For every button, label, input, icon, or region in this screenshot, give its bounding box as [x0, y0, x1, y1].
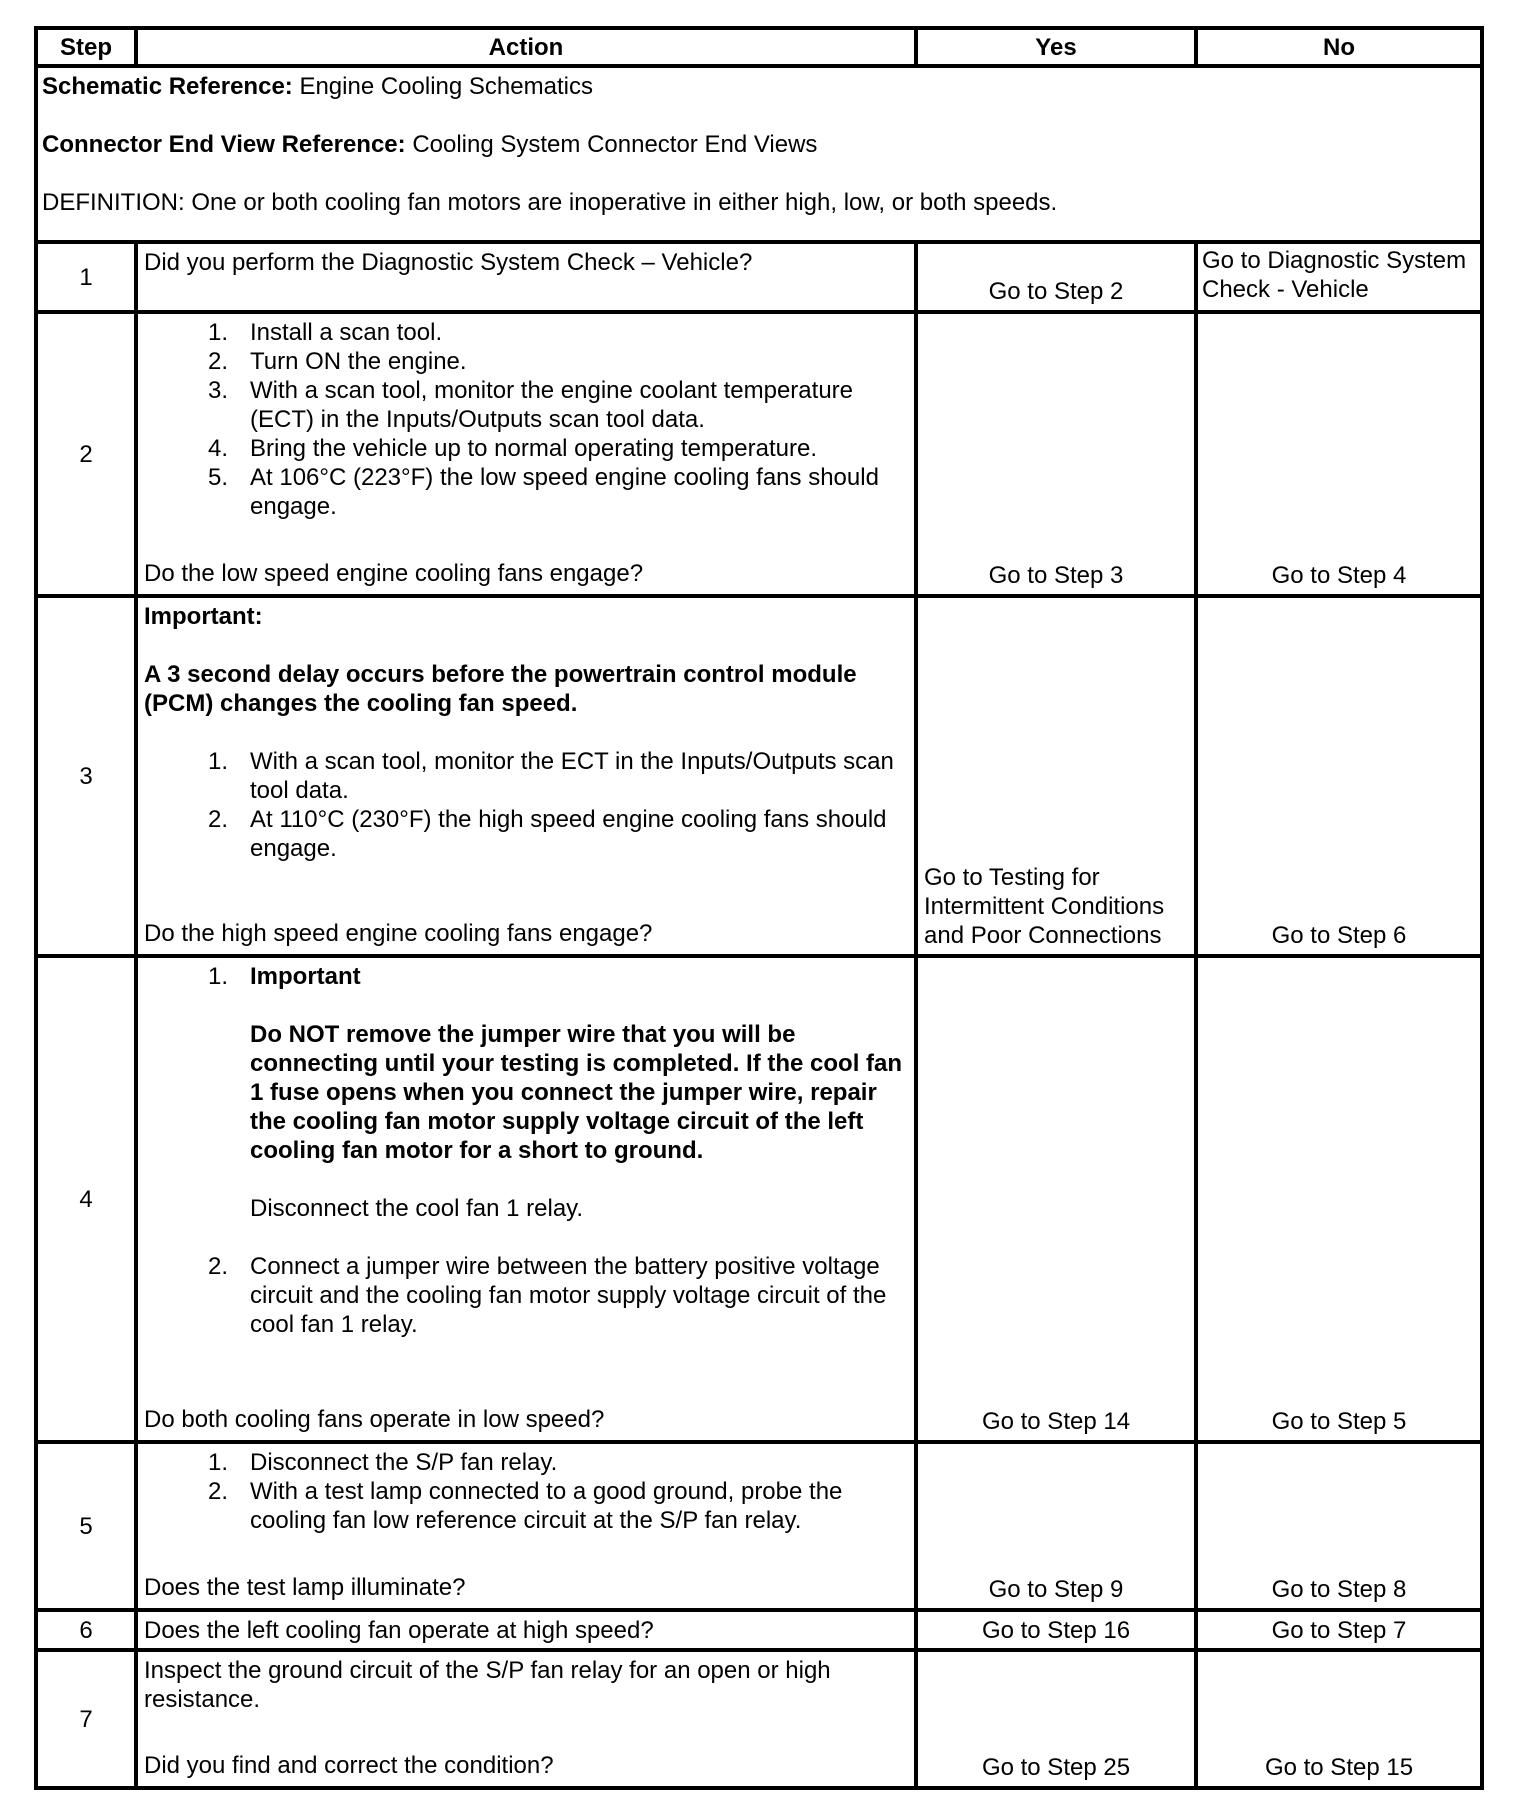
step-question: Did you find and correct the condition? [144, 1752, 554, 1779]
header-step: Step [36, 28, 136, 66]
header-yes: Yes [916, 28, 1196, 66]
list-item-text: Disconnect the cool fan 1 relay. [250, 1195, 584, 1222]
important-note: A 3 second delay occurs before the powertrain control module (PCM) changes the cooling fan speed. [144, 661, 857, 717]
important-heading: Important: [144, 603, 263, 630]
table-row [36, 596, 1482, 956]
step-number: 6 [36, 1610, 136, 1650]
step-yes: Go to Testing for Intermittent Conditions and Poor Connections [916, 596, 1196, 956]
list-item: 2. With a test lamp connected to a good ground, probe the cooling fan low reference circuit at the S/P fan relay. [207, 1478, 843, 1534]
diagnostic-table [34, 26, 1484, 1790]
step-number: 3 [36, 596, 136, 956]
reference-row [36, 66, 1482, 242]
list-item: 1. Important Do NOT remove the jumper wire that you will be connecting until your testing is completed. If the cool fan 1 fuse opens when you connect the jumper wire, repair the cooling fan motor supply voltage circuit of the left cooling fan motor for a short to ground. Disconnect the cool fan 1 relay. [144, 962, 908, 1252]
table-row [36, 1610, 1482, 1650]
list-item: 1. Install a scan tool. [207, 319, 443, 346]
schematic-value: Engine Cooling Schematics [292, 73, 593, 100]
step-yes: Go to Step 2 [916, 242, 1196, 312]
step-no: Go to Step 5 [1196, 956, 1482, 1442]
list-item: 4. Bring the vehicle up to normal operating temperature. [207, 435, 817, 462]
step-action [136, 312, 916, 596]
header-no: No [1196, 28, 1482, 66]
step-number: 7 [36, 1650, 136, 1788]
step-no: Go to Diagnostic System Check - Vehicle [1196, 242, 1482, 312]
step-yes: Go to Step 25 [916, 1650, 1196, 1788]
step-text: Inspect the ground circuit of the S/P fan relay for an open or high resistance. [144, 1657, 831, 1713]
step-yes: Go to Step 16 [916, 1610, 1196, 1650]
table-row [36, 1650, 1482, 1788]
step-list [144, 1448, 908, 1535]
step-action [136, 956, 916, 1442]
list-item: 5. At 106°C (223°F) the low speed engine cooling fans should engage. [207, 464, 879, 520]
table-row [36, 1442, 1482, 1610]
connector-label: Connector End View Reference: [42, 131, 406, 158]
step-number: 2 [36, 312, 136, 596]
step-question: Do the low speed engine cooling fans engage? [144, 560, 644, 587]
connector-reference [42, 130, 1476, 159]
table-row [36, 242, 1482, 312]
step-action [136, 1650, 916, 1788]
step-number: 1 [36, 242, 136, 312]
step-yes: Go to Step 3 [916, 312, 1196, 596]
reference-cell [36, 66, 1482, 242]
header-row [36, 28, 1482, 66]
important-heading: Important [250, 963, 361, 990]
list-item: 3. With a scan tool, monitor the engine coolant temperature (ECT) in the Inputs/Outputs scan tool data. [207, 377, 853, 433]
step-no: Go to Step 4 [1196, 312, 1482, 596]
definition: DEFINITION: One or both cooling fan motors are inoperative in either high, low, or both speeds. [42, 189, 1058, 216]
step-yes: Go to Step 14 [916, 956, 1196, 1442]
step-question: Do the high speed engine cooling fans engage? [144, 920, 653, 947]
important-note: Do NOT remove the jumper wire that you will be connecting until your testing is completed. If the cool fan 1 fuse opens when you connect the jumper wire, repair the cooling fan motor supply voltage circuit of the left cooling fan motor for a short to ground. [250, 1021, 903, 1164]
schematic-label: Schematic Reference: [42, 73, 293, 100]
step-no: Go to Step 7 [1196, 1610, 1482, 1650]
list-item: 2. Connect a jumper wire between the battery positive voltage circuit and the cooling fan motor supply voltage circuit of the cool fan 1 relay. [207, 1253, 887, 1338]
step-question: Does the left cooling fan operate at high speed? [136, 1610, 916, 1650]
list-item: 1. Disconnect the S/P fan relay. [207, 1449, 558, 1476]
table-row [36, 956, 1482, 1442]
step-number: 4 [36, 956, 136, 1442]
list-item: 2. At 110°C (230°F) the high speed engine cooling fans should engage. [207, 806, 887, 862]
step-question: Does the test lamp illuminate? [144, 1574, 466, 1601]
header-action: Action [136, 28, 916, 66]
step-list [144, 747, 908, 863]
step-action [136, 596, 916, 956]
step-list [144, 962, 908, 1339]
list-item: 1. With a scan tool, monitor the ECT in the Inputs/Outputs scan tool data. [207, 748, 894, 804]
step-action [136, 1442, 916, 1610]
table-row [36, 312, 1482, 596]
step-no: Go to Step 15 [1196, 1650, 1482, 1788]
schematic-reference [42, 72, 1476, 101]
step-list [144, 318, 908, 521]
step-question: Did you perform the Diagnostic System Check – Vehicle? [144, 249, 753, 276]
connector-value: Cooling System Connector End Views [405, 131, 818, 158]
step-number: 5 [36, 1442, 136, 1610]
list-item: 2. Turn ON the engine. [207, 348, 467, 375]
step-yes: Go to Step 9 [916, 1442, 1196, 1610]
step-no: Go to Step 6 [1196, 596, 1482, 956]
step-action [136, 242, 916, 312]
step-no: Go to Step 8 [1196, 1442, 1482, 1610]
step-question: Do both cooling fans operate in low speed? [144, 1406, 605, 1433]
